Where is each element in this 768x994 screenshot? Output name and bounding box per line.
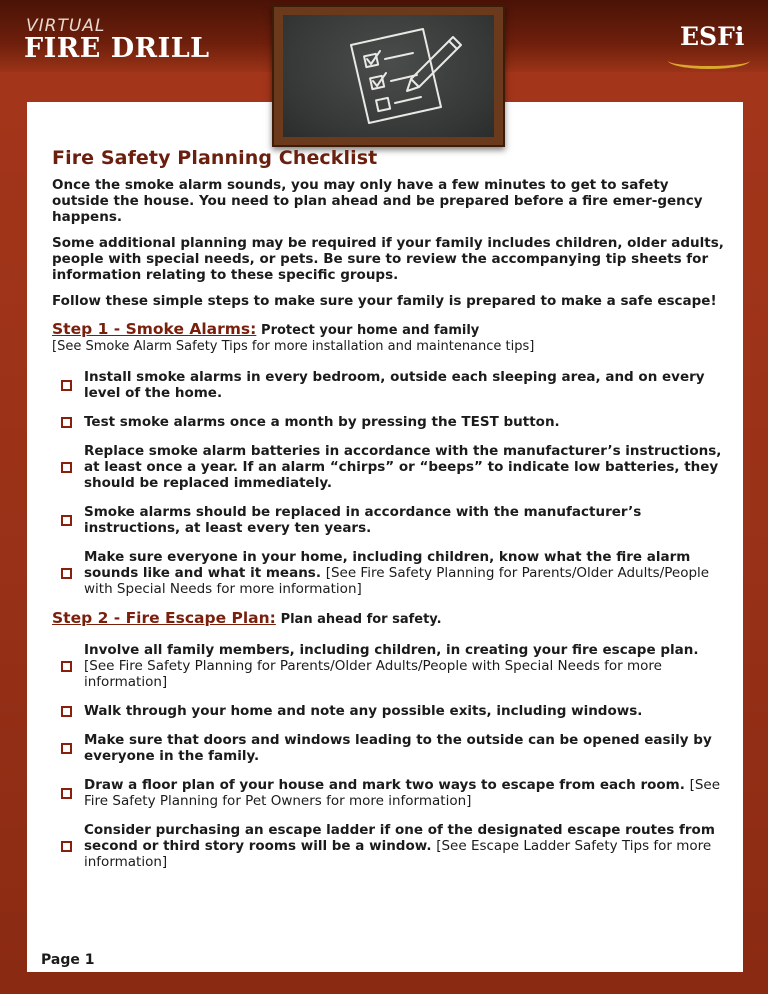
- step-1-note: [See Smoke Alarm Safety Tips for more installation and maintenance tips]: [52, 339, 535, 354]
- step-1-label: Step 1 - Smoke Alarms:: [52, 320, 257, 338]
- intro-paragraph: Follow these simple steps to make sure your family is prepared to make a safe escape!: [52, 293, 717, 309]
- step-1-heading: [52, 321, 724, 339]
- checklist-item: [52, 777, 724, 809]
- checklist-item-text: Involve all family members, including children, in creating your fire escape plan.: [84, 642, 699, 658]
- checklist-item-text: Consider purchasing an escape ladder if one of the designated escape routes from second or third story rooms will be a window.: [84, 822, 715, 854]
- checkbox-icon[interactable]: [61, 788, 72, 799]
- checklist-item: [52, 703, 724, 719]
- checklist-drawing-icon: [283, 15, 494, 137]
- checklist-item-text: Test smoke alarms once a month by pressing the TEST button.: [84, 414, 560, 430]
- checklist-item-text: Make sure that doors and windows leading to the outside can be opened easily by everyone in the family.: [84, 732, 712, 764]
- checklist-item-note: [See Escape Ladder Safety Tips for more information]: [84, 838, 712, 870]
- checklist-chalkboard-icon: [272, 5, 505, 147]
- checklist-item-text: Make sure everyone in your home, including children, know what the fire alarm sounds like and what it means.: [84, 549, 691, 581]
- esfi-logo-swoosh: [668, 52, 750, 69]
- checklist-item: [52, 549, 724, 597]
- page-title: Fire Safety Planning Checklist: [52, 147, 378, 169]
- step-2-label: Step 2 - Fire Escape Plan:: [52, 609, 276, 627]
- checklist-item-note: [See Fire Safety Planning for Parents/Older Adults/People with Special Needs for more information]: [84, 658, 662, 690]
- checklist-item-text: Install smoke alarms in every bedroom, outside each sleeping area, and on every level of the home.: [84, 369, 705, 401]
- checklist-item: [52, 504, 724, 536]
- checkbox-icon[interactable]: [61, 417, 72, 428]
- checklist-content: [52, 147, 724, 883]
- checklist-item-text: Smoke alarms should be replaced in accordance with the manufacturer’s instructions, at least every ten years.: [84, 504, 642, 536]
- logo-virtual-text: VIRTUAL: [26, 16, 106, 36]
- checklist-item: [52, 414, 724, 430]
- chalkboard-surface: [283, 15, 494, 137]
- virtual-fire-drill-logo: [24, 18, 210, 63]
- checklist-item-text: Replace smoke alarm batteries in accordance with the manufacturer’s instructions, at least once a year. If an alarm “chirps” or “beeps” to indicate low batteries, they should be replaced immediately.: [84, 443, 722, 491]
- logo-fire-drill-text: FIRE DRILL: [24, 33, 210, 64]
- step-2-heading: [52, 610, 724, 628]
- checkbox-icon[interactable]: [61, 743, 72, 754]
- checkbox-icon[interactable]: [61, 515, 72, 526]
- checkbox-icon[interactable]: [61, 661, 72, 672]
- checklist-item: [52, 822, 724, 870]
- checkbox-icon[interactable]: [61, 380, 72, 391]
- checkbox-icon[interactable]: [61, 841, 72, 852]
- checkbox-icon[interactable]: [61, 462, 72, 473]
- intro-paragraph: Some additional planning may be required if your family includes children, older adults, people with special needs, or pets. Be sure to review the accompanying tip sheets for information relating to these specific groups.: [52, 235, 724, 283]
- intro-paragraph: Once the smoke alarm sounds, you may only have a few minutes to get to safety outside the house. You need to plan ahead and be prepared before a fire emer-gency happens.: [52, 177, 703, 225]
- step-2-description: Plan ahead for safety.: [280, 612, 442, 627]
- checklist-item-note: [See Fire Safety Planning for Pet Owners for more information]: [84, 777, 721, 809]
- checklist-item: [52, 369, 724, 401]
- checklist-item: [52, 443, 724, 491]
- checklist-item: [52, 732, 724, 764]
- page-number: Page 1: [41, 952, 95, 968]
- checkbox-icon[interactable]: [61, 706, 72, 717]
- step-1-description: Protect your home and family: [261, 323, 480, 338]
- esfi-logo: ESFi: [680, 22, 745, 51]
- checklist-item-text: Draw a floor plan of your house and mark two ways to escape from each room.: [84, 777, 685, 793]
- checklist-item-text: Walk through your home and note any possible exits, including windows.: [84, 703, 643, 719]
- checklist-item: [52, 642, 724, 690]
- checkbox-icon[interactable]: [61, 568, 72, 579]
- checklist-item-note: [See Fire Safety Planning for Parents/Older Adults/People with Special Needs for more information]: [84, 565, 710, 597]
